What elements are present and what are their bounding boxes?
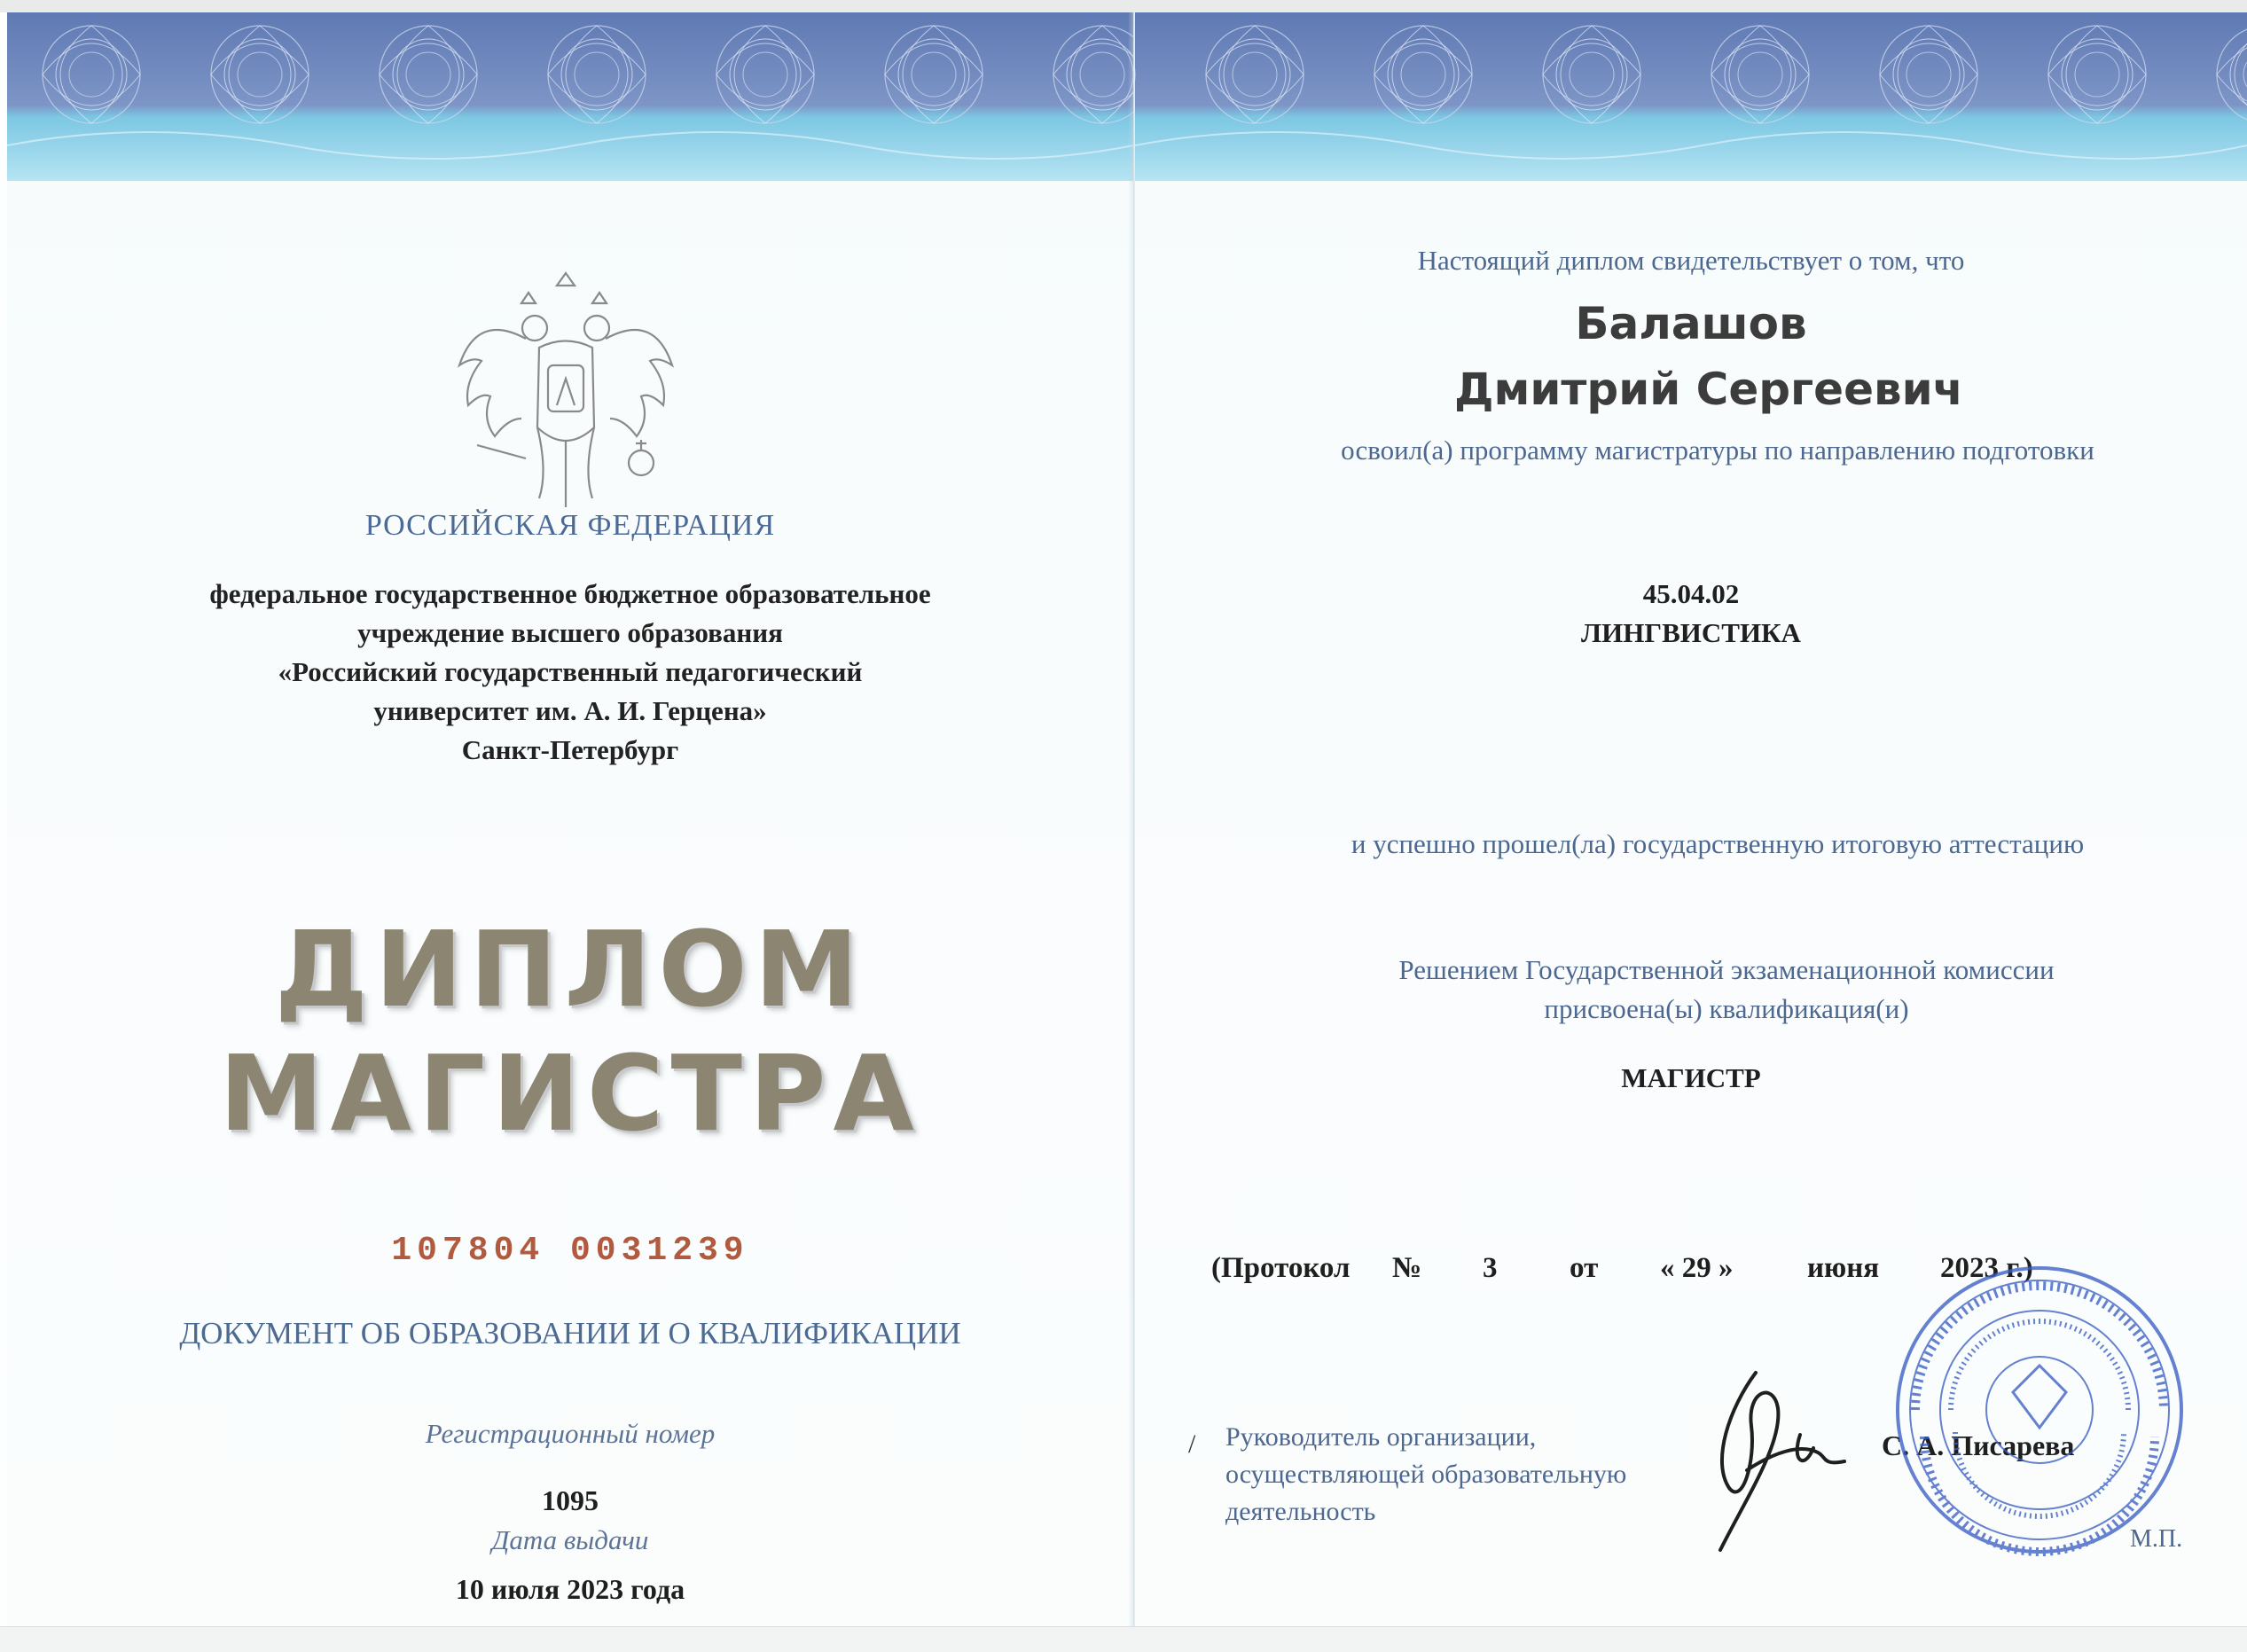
institution-line-2: учреждение высшего образования <box>357 617 783 648</box>
institution-line-3: «Российский государственный педагогический <box>278 656 863 687</box>
certification-intro: Настоящий диплом свидетельствует о том, что <box>1417 245 1965 276</box>
head-caption-line-2: осуществляющей образовательную <box>1225 1460 1627 1489</box>
head-caption-line-3: деятельность <box>1225 1497 1376 1526</box>
protocol-year: 2023 г.) <box>1940 1252 2033 1284</box>
document-type: ДОКУМЕНТ ОБ ОБРАЗОВАНИИ И О КВАЛИФИКАЦИИ <box>179 1316 961 1351</box>
protocol-day: « 29 » <box>1660 1252 1734 1284</box>
margin-mark: / <box>1188 1429 1196 1459</box>
registration-caption: Регистрационный номер <box>425 1418 716 1449</box>
graduate-given-names: Дмитрий Сергеевич <box>1453 364 1964 415</box>
qualification: МАГИСТР <box>1621 1062 1761 1093</box>
guilloche-band <box>7 12 1133 181</box>
issue-date-caption: Дата выдачи <box>491 1524 649 1555</box>
institution-line-4: университет им. А. И. Герцена» <box>373 695 767 726</box>
stamp-place-label: М.П. <box>2130 1525 2183 1553</box>
protocol-from: от <box>1570 1252 1599 1284</box>
diploma-left-page <box>7 12 1134 1626</box>
country-name: РОССИЙСКАЯ ФЕДЕРАЦИЯ <box>364 509 776 542</box>
head-caption-line-1: Руководитель организации, <box>1225 1422 1537 1452</box>
diploma-title-line-1: ДИПЛОМ <box>274 908 866 1030</box>
registration-number: 1095 <box>542 1484 599 1516</box>
attestation-statement: и успешно прошел(ла) государственную итоговую аттестацию <box>1351 828 2085 859</box>
institution-line-1: федеральное государственное бюджетное образовательное <box>209 578 931 609</box>
serial-number: 107804 0031239 <box>391 1232 749 1270</box>
scan-top-edge <box>0 0 2247 12</box>
commission-line-2: присвоена(ы) квалификация(и) <box>1544 993 1909 1024</box>
program-name: ЛИНГВИСТИКА <box>1581 617 1801 648</box>
graduate-surname: Балашов <box>1575 298 1807 349</box>
handwritten-signature-icon <box>1694 1355 1853 1568</box>
institution-city: Санкт-Петербург <box>461 734 679 765</box>
program-statement: освоил(а) программу магистратуры по направлению подготовки <box>1341 435 2094 466</box>
official-stamp-icon <box>1889 1259 2190 1561</box>
russian-coat-of-arms-icon <box>442 250 690 516</box>
protocol-month: июня <box>1807 1252 1880 1284</box>
program-code: 45.04.02 <box>1642 578 1740 609</box>
diploma-title-line-2: МАГИСТРА <box>219 1032 921 1155</box>
issue-date: 10 июля 2023 года <box>455 1573 685 1605</box>
scan-bottom-edge <box>0 1626 2247 1652</box>
commission-line-1: Решением Государственной экзаменационной комиссии <box>1398 954 2055 985</box>
head-name: С. А. Писарева <box>1882 1429 2075 1461</box>
guilloche-band-right <box>1135 12 2247 181</box>
protocol-number-sign: № <box>1392 1252 1422 1284</box>
protocol-number: 3 <box>1483 1252 1498 1284</box>
protocol-label: (Протокол <box>1211 1252 1351 1284</box>
